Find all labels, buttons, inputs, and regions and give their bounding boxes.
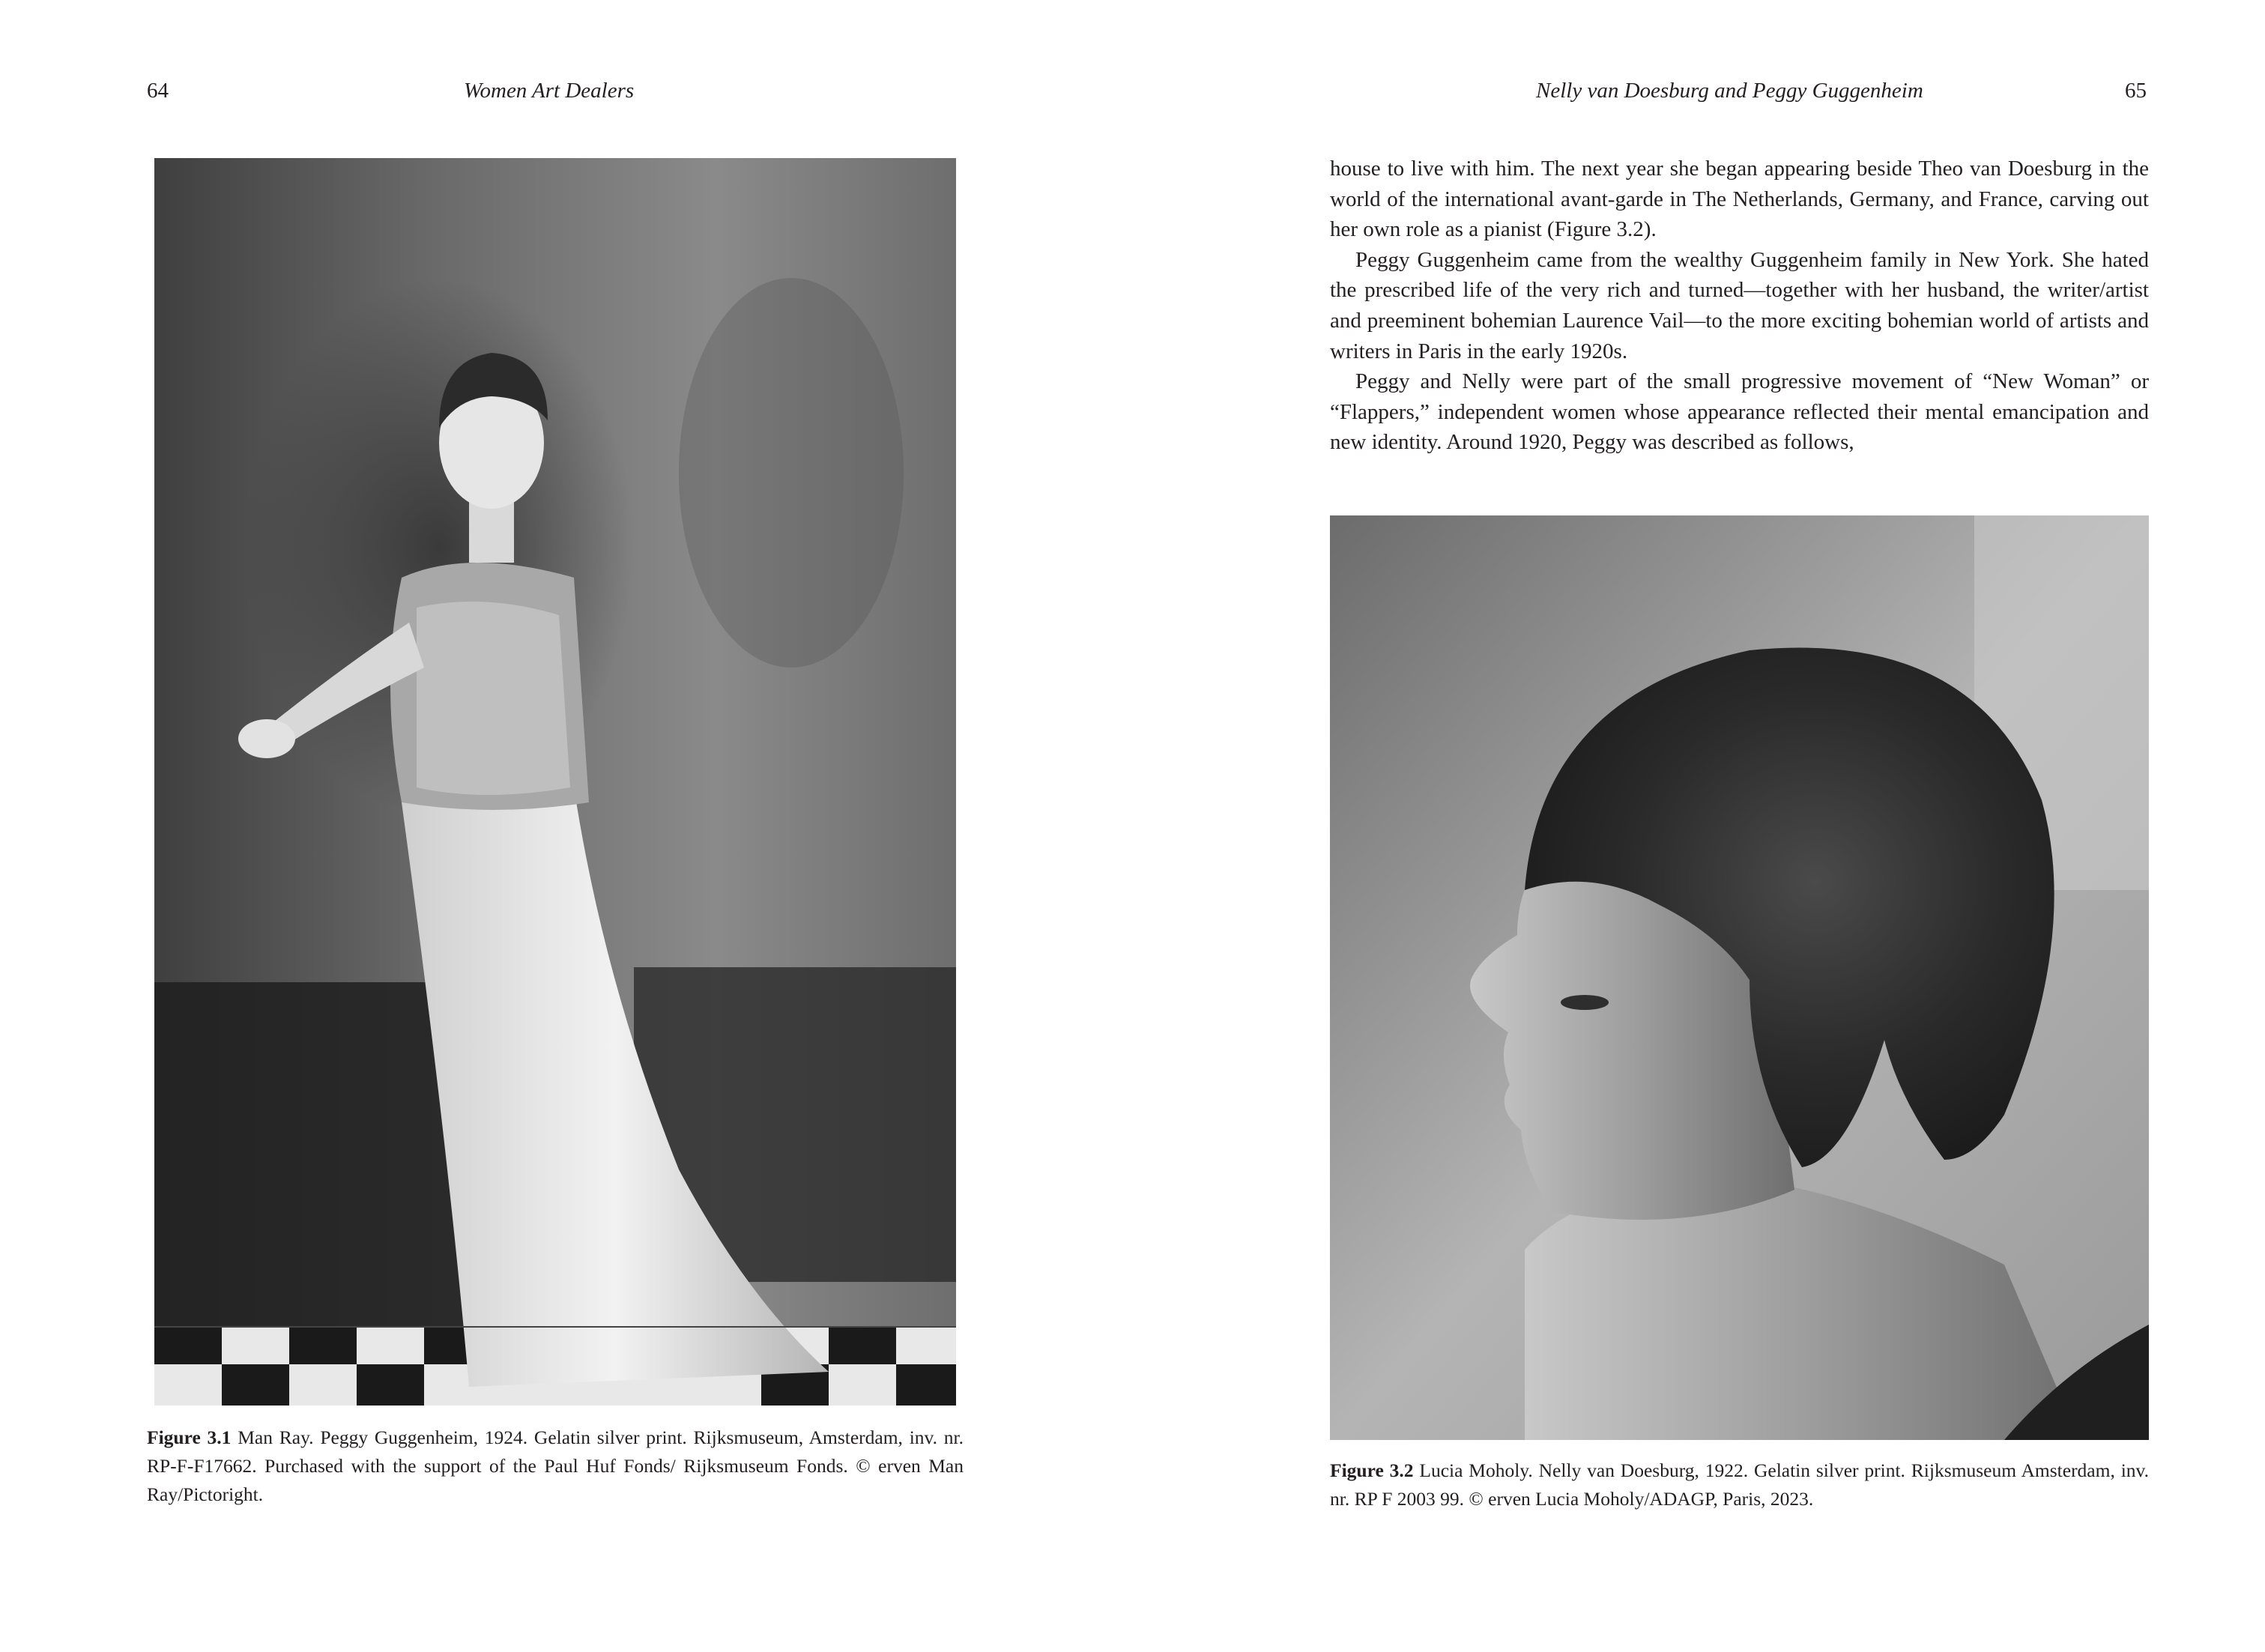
running-head: Nelly van Doesburg and Peggy Guggenheim [1536,79,1923,103]
caption-text: Lucia Moholy. Nelly van Doesburg, 1922. Gelatin silver print. Rijksmuseum Amsterdam, inv. nr. RP F 2003 99. © erven Lucia Moholy/ADAGP, Paris, 2023. [1330,1459,2149,1510]
figure-label: Figure 3.2 [1330,1459,1414,1481]
paragraph: Peggy and Nelly were part of the small progressive movement of “New Woman” or “Flappers,” independent women whose appearance reflected their mental emancipation and new identity. Around 1920, Peggy was described as follows, [1330,369,2149,455]
figure-3-2-caption [1330,1456,2149,1513]
page-number: 65 [2125,79,2147,103]
figure-3-2-photo [1330,515,2149,1440]
page-number: 64 [147,79,169,103]
left-page [0,0,1132,1652]
body-text [1330,154,2149,458]
figure-3-1-photo [154,158,956,1406]
paragraph: house to live with him. The next year she began appearing beside Theo van Doesburg in the world of the international avant-garde in The Netherlands, Germany, and France, carving out her own role as a pianist (Figure 3.2). [1330,157,2149,242]
figure-3-1-caption [147,1423,964,1509]
running-head: Women Art Dealers [464,79,635,103]
right-page [1133,0,2265,1652]
paragraph: Peggy Guggenheim came from the wealthy Guggenheim family in New York. She hated the prescribed life of the very rich and turned—together with her husband, the writer/artist and preeminent bohemian Laurence Vail—to the more exciting bohemian world of artists and writers in Paris in the early 1920s. [1330,247,2149,363]
figure-label: Figure 3.1 [147,1426,232,1448]
caption-text: Man Ray. Peggy Guggenheim, 1924. Gelatin silver print. Rijksmuseum, Amsterdam, inv. nr. RP-F-F17662. Purchased with the support of the Paul Huf Fonds/ Rijksmuseum Fonds. © erven Man Ray/Pictoright. [147,1426,964,1505]
